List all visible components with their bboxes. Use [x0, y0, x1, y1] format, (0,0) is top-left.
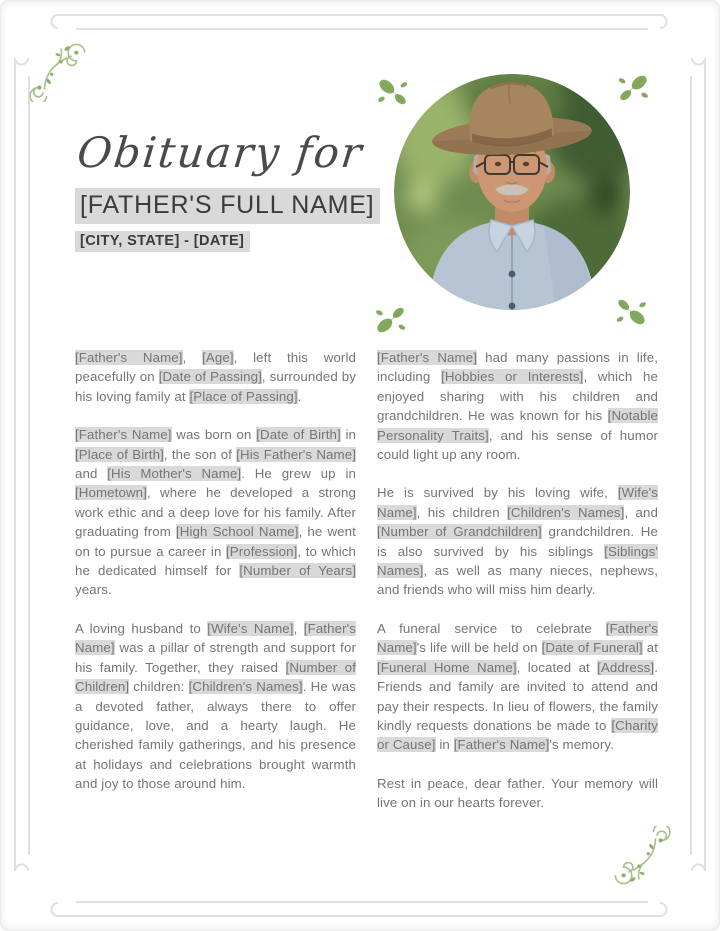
column-right [377, 348, 658, 813]
placeholder-field: [Father's Name] [453, 737, 550, 753]
placeholder-field: [Children's Names] [507, 504, 625, 520]
placeholder-field: [Charity or Cause] [377, 717, 658, 753]
paragraph-family: A loving husband to [Wife's Name], [Father's Name] was a pillar of strength and support for his family. Together, they raised [Number of Children] children: [Children's Names]. He was a devoted father, always there to offer guidance, love, and a hearty laugh. He cherished family gatherings, and his presence at holidays and celebrations brought warmth and joy to those around him. [75, 620, 357, 792]
placeholder-field: [Siblings' Names] [377, 543, 658, 579]
script-title: Obituary for [74, 128, 366, 177]
paragraph-closing: Rest in peace, dear father. Your memory will live on in our hearts forever. [377, 775, 658, 811]
placeholder-field: [His Father's Name] [236, 446, 356, 462]
paragraph-intro: [Father's Name], [Age], left this world peacefully on [Date of Passing], surrounded by his loving family at [Place of Passing]. [75, 350, 357, 404]
placeholder-field: [Children's Names] [188, 679, 303, 695]
placeholder-field: [Father's Name] [377, 350, 477, 365]
placeholder-field: [Wife's Name] [207, 620, 294, 636]
leaf-sprig-icon [612, 294, 648, 330]
placeholder-field: [Date of Passing] [158, 369, 262, 385]
placeholder-field: [Notable Personality Traits] [377, 408, 658, 443]
placeholder-field: [Funeral Home Name] [377, 659, 517, 675]
column-left [75, 348, 356, 813]
paragraph-early-life: [Father's Name] was born on [Date of Birth] in [Place of Birth], the son of [His Father's Name] and [His Mother's Name]. He grew up in [Hometown], where he developed a strong work ethic and a deep love for his family. After graduating from [High School Name], he went on to pursue a career in [Profession], to which he dedicated himself for [Number of Years] years. [75, 427, 357, 598]
placeholder-field: [Number of Years] [239, 563, 356, 579]
paragraph-funeral: A funeral service to celebrate [Father's Name]'s life will be held on [Date of Funeral] at [Funeral Home Name], located at [Address]. Friends and family are invited to attend and pay their respects. In lieu of flowers, the family kindly requests donations be made to [Charity or Cause] in [Father's Name]'s memory. [377, 620, 659, 753]
paragraph-passions: [Father's Name] had many passions in life, including [Hobbies or Interests], which he enjoyed sharing with his children and grandchildren. He was known for his [Notable Personality Traits], and his sense of humor could light up any room. [377, 350, 658, 463]
placeholder-field: [Hobbies or Interests] [441, 369, 584, 385]
placeholder-field: [Age] [202, 350, 234, 365]
placeholder-field: [Date of Birth] [256, 427, 341, 443]
placeholder-field: [His Mother's Name] [107, 466, 242, 482]
placeholder-field: [Father's Name] [75, 620, 357, 656]
placeholder-field: [Profession] [225, 543, 298, 559]
placeholder-field: [Place of Passing] [189, 388, 298, 404]
placeholder-field: [Date of Funeral] [541, 640, 643, 656]
placeholder-field: [Place of Birth] [75, 446, 164, 462]
father-full-name: [FATHER'S FULL NAME] [75, 188, 380, 224]
placeholder-field: [Father's Name] [75, 427, 172, 443]
obituary-body [75, 348, 658, 813]
corner-flourish-icon [26, 30, 98, 102]
placeholder-field: [Address] [597, 659, 655, 675]
placeholder-field: [Father's Name] [377, 620, 658, 656]
placeholder-field: [Number of Children] [75, 659, 356, 695]
leaf-sprig-icon [376, 74, 412, 110]
city-state-date: [CITY, STATE] - [DATE] [75, 231, 250, 252]
paragraph-survivors: He is survived by his loving wife, [Wife's Name], his children [Children's Names], and [Number of Grandchildren] grandchildren. He is also survived by his siblings [Siblings' Names], as well as many nieces, nephews, and friends who will miss him dearly. [377, 485, 658, 598]
header [75, 130, 375, 252]
corner-flourish-icon [602, 826, 674, 898]
placeholder-field: [Father's Name] [75, 350, 183, 365]
placeholder-field: [Hometown] [75, 485, 147, 501]
placeholder-field: [High School Name] [175, 524, 299, 540]
placeholder-field: [Number of Grandchildren] [377, 524, 542, 540]
leaf-sprig-icon [374, 302, 410, 338]
leaf-sprig-icon [614, 70, 650, 106]
portrait-photo [394, 74, 630, 310]
placeholder-field: [Wife's Name] [377, 485, 658, 520]
